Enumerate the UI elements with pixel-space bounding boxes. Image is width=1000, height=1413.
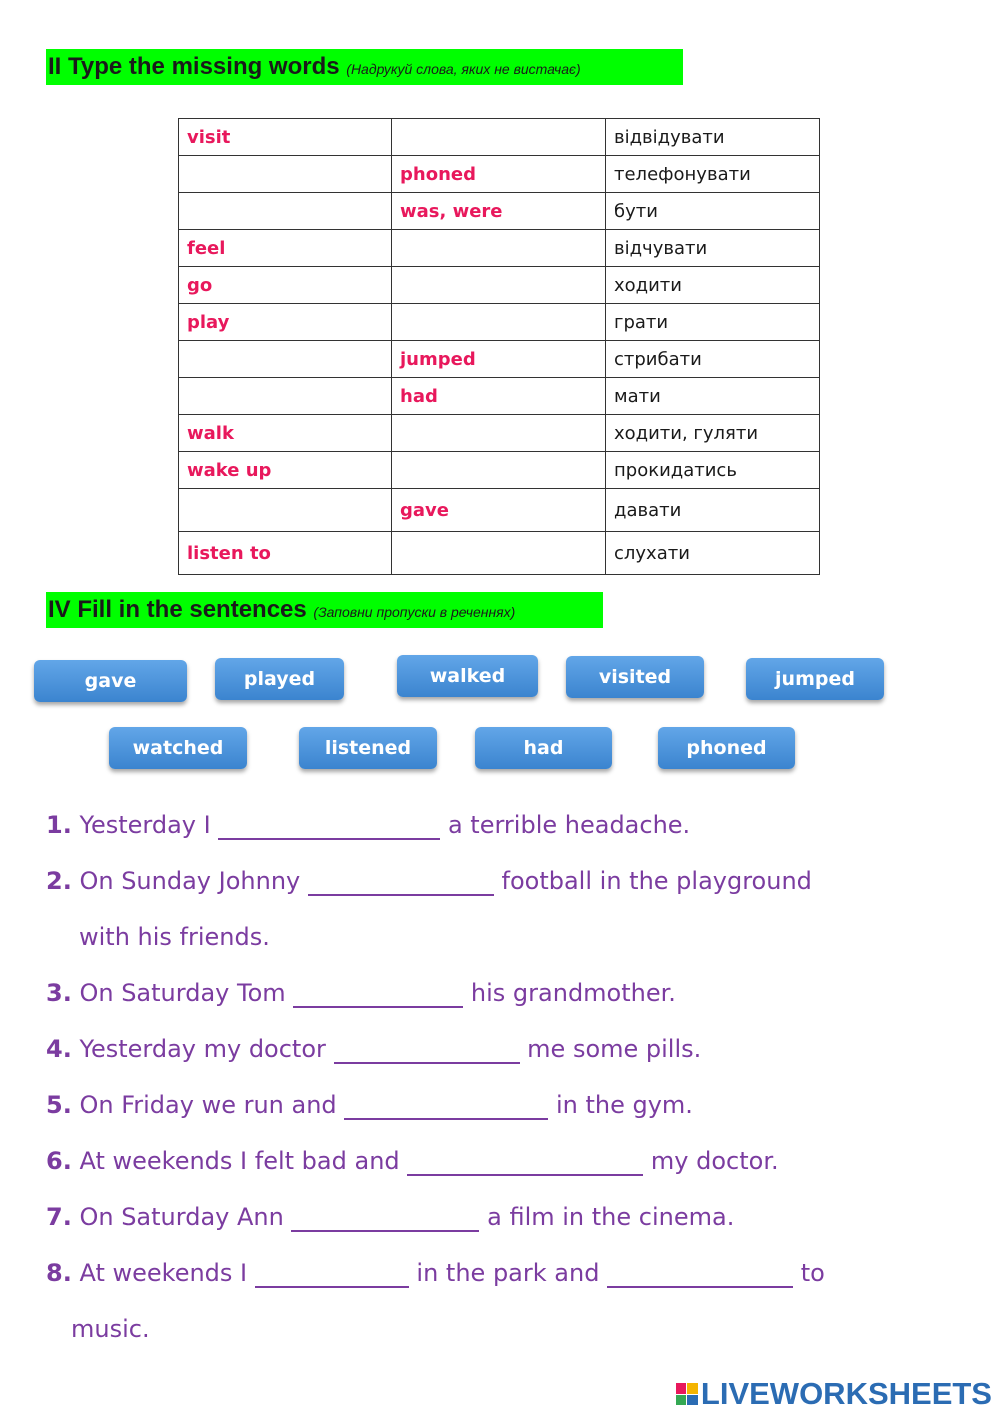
word-button-watched[interactable]: watched <box>109 727 247 769</box>
translation-cell: грати <box>606 304 820 341</box>
translation-cell: ходити <box>606 267 820 304</box>
translation-cell: відвідувати <box>606 119 820 156</box>
base-form-cell[interactable] <box>179 341 392 378</box>
sentence-number: 7. <box>46 1203 72 1231</box>
base-form-cell[interactable] <box>179 193 392 230</box>
sentence-text: with his friends. <box>79 923 270 951</box>
word-button-walked[interactable]: walked <box>397 655 538 697</box>
liveworksheets-logo <box>676 1378 992 1410</box>
base-form-cell[interactable] <box>179 378 392 415</box>
section-4-title <box>46 592 603 628</box>
translation-cell: прокидатись <box>606 452 820 489</box>
sentence-2 <box>46 866 812 896</box>
past-form-cell[interactable]: was, were <box>392 193 606 230</box>
translation-cell: ходити, гуляти <box>606 415 820 452</box>
table-row <box>179 193 820 230</box>
table-row <box>179 452 820 489</box>
translation-cell: давати <box>606 489 820 532</box>
past-form-cell[interactable] <box>392 230 606 267</box>
answer-blank-6[interactable] <box>407 1150 643 1176</box>
table-row <box>179 415 820 452</box>
sentence-number: 8. <box>46 1259 72 1287</box>
base-form-cell[interactable]: walk <box>179 415 392 452</box>
sentence-text: his grandmother. <box>470 979 676 1007</box>
sentence-8-continued <box>71 1314 150 1344</box>
sentence-6 <box>46 1146 779 1176</box>
sentence-text: a film in the cinema. <box>487 1203 735 1231</box>
translation-cell: стрибати <box>606 341 820 378</box>
sentence-text: On Saturday Ann <box>79 1203 284 1231</box>
translation-cell: мати <box>606 378 820 415</box>
sentence-text: Yesterday I <box>79 811 211 839</box>
word-button-gave[interactable]: gave <box>34 660 187 702</box>
section-4-heading: IV Fill in the sentences <box>48 596 307 623</box>
past-form-cell[interactable]: gave <box>392 489 606 532</box>
sentence-text: football in the playground <box>501 867 812 895</box>
sentence-text: Yesterday my doctor <box>79 1035 326 1063</box>
past-form-cell[interactable]: jumped <box>392 341 606 378</box>
word-button-visited[interactable]: visited <box>566 656 704 698</box>
base-form-cell[interactable]: wake up <box>179 452 392 489</box>
word-button-phoned[interactable]: phoned <box>658 727 795 769</box>
past-form-cell[interactable] <box>392 532 606 575</box>
sentence-text: in the gym. <box>555 1091 693 1119</box>
table-row <box>179 267 820 304</box>
base-form-cell[interactable] <box>179 489 392 532</box>
word-button-listened[interactable]: listened <box>299 727 437 769</box>
answer-blank-3[interactable] <box>293 982 463 1008</box>
base-form-cell[interactable]: visit <box>179 119 392 156</box>
section-2-title <box>46 49 683 85</box>
sentence-text: to <box>800 1259 825 1287</box>
sentence-text: a terrible headache. <box>447 811 691 839</box>
sentence-5 <box>46 1090 693 1120</box>
past-form-cell[interactable] <box>392 452 606 489</box>
past-form-cell[interactable]: had <box>392 378 606 415</box>
base-form-cell[interactable]: listen to <box>179 532 392 575</box>
answer-blank-5[interactable] <box>344 1094 548 1120</box>
sentence-text: in the park and <box>416 1259 600 1287</box>
sentence-text: On Saturday Tom <box>79 979 286 1007</box>
table-row <box>179 230 820 267</box>
answer-blank-7[interactable] <box>291 1206 479 1232</box>
word-button-played[interactable]: played <box>215 658 344 700</box>
base-form-cell[interactable]: play <box>179 304 392 341</box>
word-button-had[interactable]: had <box>475 727 612 769</box>
translation-cell: телефонувати <box>606 156 820 193</box>
answer-blank-8b[interactable] <box>607 1262 793 1288</box>
table-row <box>179 489 820 532</box>
sentence-1 <box>46 810 690 840</box>
sentence-number: 4. <box>46 1035 72 1063</box>
table-row <box>179 532 820 575</box>
sentence-7 <box>46 1202 734 1232</box>
sentence-number: 6. <box>46 1147 72 1175</box>
table-row <box>179 378 820 415</box>
sentence-text: On Friday we run and <box>79 1091 337 1119</box>
sentence-8 <box>46 1258 825 1288</box>
past-form-cell[interactable] <box>392 119 606 156</box>
sentence-text: music. <box>71 1315 150 1343</box>
answer-blank-1[interactable] <box>218 814 440 840</box>
sentence-text: On Sunday Johnny <box>79 867 301 895</box>
table-row <box>179 156 820 193</box>
table-row <box>179 304 820 341</box>
base-form-cell[interactable] <box>179 156 392 193</box>
sentence-number: 1. <box>46 811 72 839</box>
verb-table <box>178 118 820 575</box>
section-4-subtitle: (Заповни пропуски в реченнях) <box>313 604 516 620</box>
liveworksheets-logo-icon <box>676 1383 698 1405</box>
base-form-cell[interactable]: feel <box>179 230 392 267</box>
base-form-cell[interactable]: go <box>179 267 392 304</box>
past-form-cell[interactable] <box>392 267 606 304</box>
sentence-text: At weekends I <box>79 1259 248 1287</box>
past-form-cell[interactable] <box>392 304 606 341</box>
table-row <box>179 341 820 378</box>
word-button-jumped[interactable]: jumped <box>746 658 884 700</box>
answer-blank-2[interactable] <box>308 870 494 896</box>
answer-blank-8a[interactable] <box>255 1262 409 1288</box>
table-row <box>179 119 820 156</box>
past-form-cell[interactable]: phoned <box>392 156 606 193</box>
sentence-text: my doctor. <box>650 1147 779 1175</box>
answer-blank-4[interactable] <box>334 1038 520 1064</box>
sentence-text: me some pills. <box>527 1035 702 1063</box>
section-2-subtitle: (Надрукуй слова, яких не вистачає) <box>346 61 581 77</box>
translation-cell: бути <box>606 193 820 230</box>
sentence-text: At weekends I felt bad and <box>79 1147 400 1175</box>
translation-cell: слухати <box>606 532 820 575</box>
section-2-heading: II Type the missing words <box>48 53 340 80</box>
sentence-3 <box>46 978 676 1008</box>
translation-cell: відчувати <box>606 230 820 267</box>
past-form-cell[interactable] <box>392 415 606 452</box>
sentence-2-continued <box>79 922 270 952</box>
sentence-4 <box>46 1034 701 1064</box>
sentence-number: 3. <box>46 979 72 1007</box>
sentence-number: 5. <box>46 1091 72 1119</box>
sentence-number: 2. <box>46 867 72 895</box>
liveworksheets-logo-text: LIVEWORKSHEETS <box>700 1376 992 1411</box>
